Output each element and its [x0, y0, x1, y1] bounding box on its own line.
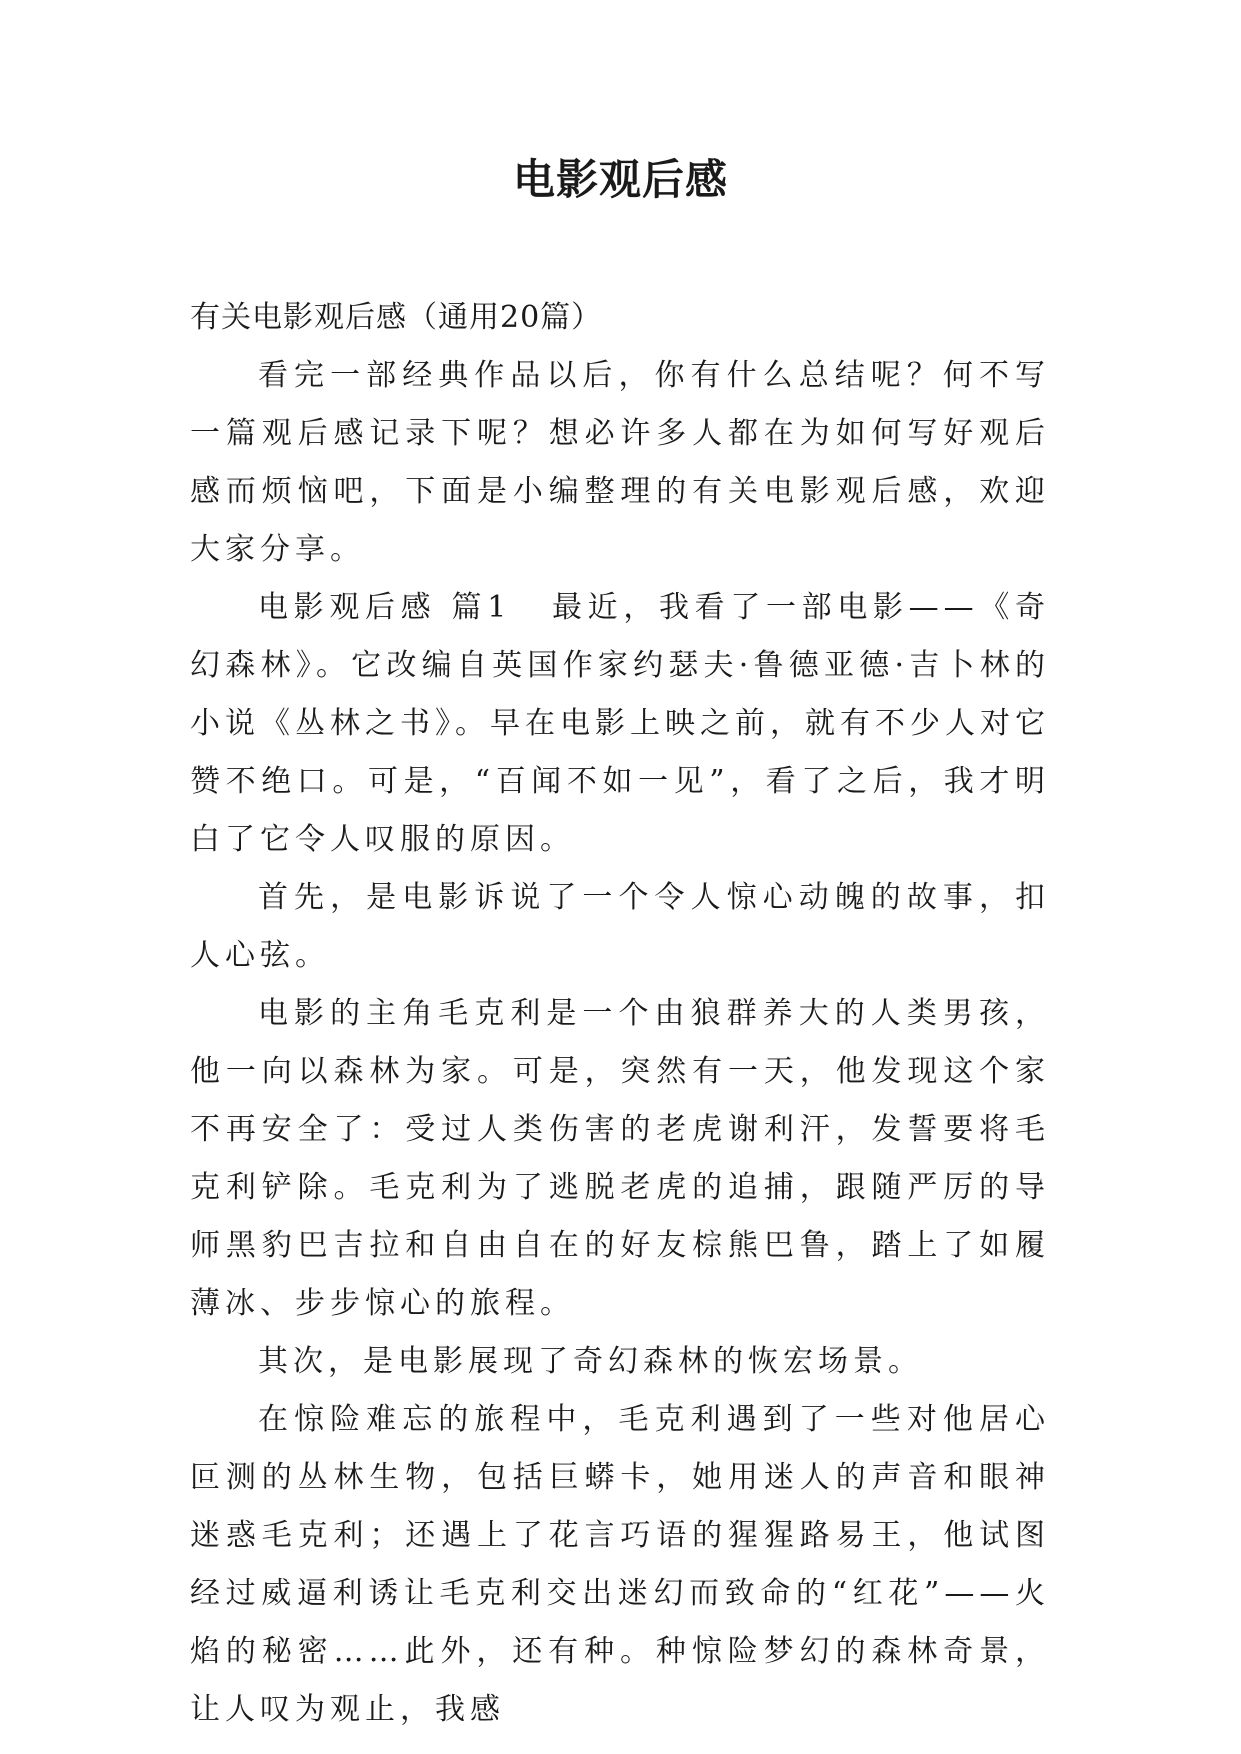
document-title: 电影观后感: [512, 155, 728, 204]
essay-1-heading: 电影观后感 篇1: [258, 590, 512, 625]
body-paragraph: 其次，是电影展现了奇幻森林的恢宏场景。: [258, 1344, 923, 1379]
essay-1-opening: 最近，我看了一部电影——《奇幻森林》。它改编自英国作家约瑟夫·鲁德亚德·吉卜林的小说《丛林之书》。早在电影上映之前，就有不少人对它赞不绝口。可是，“百闻不如一见”，看了之后，我才明白了它令人叹服的原因。: [190, 590, 1051, 857]
body-paragraph: 在惊险难忘的旅程中，毛克利遇到了一些对他居心叵测的丛林生物，包括巨蟒卡，她用迷人的声音和眼神迷惑毛克利；还遇上了花言巧语的猩猩路易王，他试图经过威逼利诱让毛克利交出迷幻而致命的“红花”——火焰的秘密……此外，还有种。种惊险梦幻的森林奇景，让人叹为观止，我感: [190, 1402, 1050, 1727]
body-paragraph: 电影的主角毛克利是一个由狼群养大的人类男孩，他一向以森林为家。可是，突然有一天，他发现这个家不再安全了：受过人类伤害的老虎谢利汗，发誓要将毛克利铲除。毛克利为了逃脱老虎的追捕，跟随严厉的导师黑豹巴吉拉和自由自在的好友棕熊巴鲁，踏上了如履薄冰、步步惊心的旅程。: [190, 996, 1050, 1321]
intro-paragraph: 看完一部经典作品以后，你有什么总结呢？何不写一篇观后感记录下呢？想必许多人都在为如何写好观后感而烦恼吧，下面是小编整理的有关电影观后感，欢迎大家分享。: [190, 358, 1050, 567]
document-subtitle: 有关电影观后感（通用20篇）: [190, 300, 603, 335]
body-paragraph: 首先，是电影诉说了一个令人惊心动魄的故事，扣人心弦。: [190, 880, 1050, 973]
document-body: [190, 289, 1050, 1739]
essay-1-paragraph: [190, 579, 1050, 869]
